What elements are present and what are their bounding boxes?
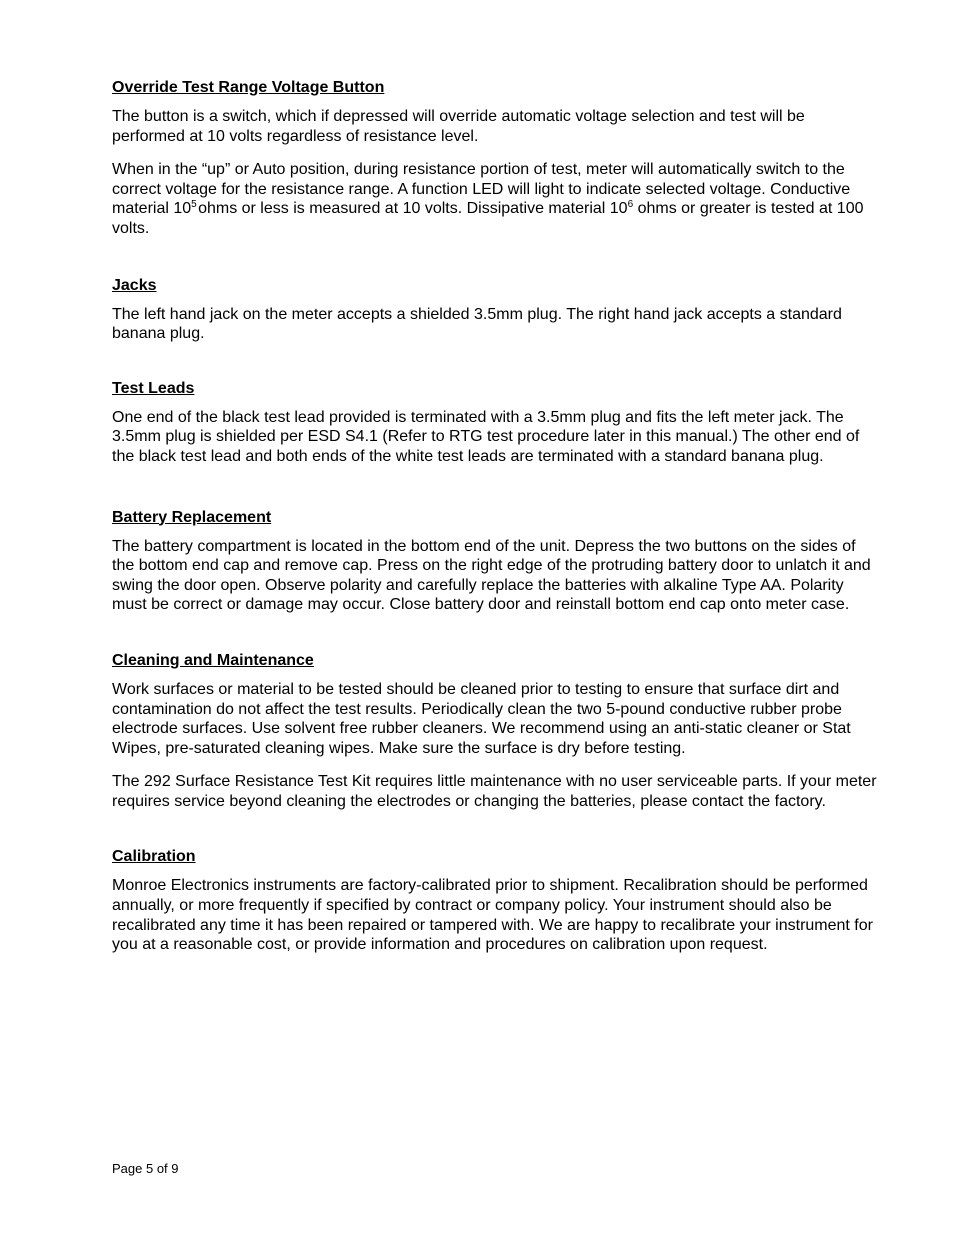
paragraph-test-leads: One end of the black test lead provided is terminated with a 3.5mm plug and fits the left meter jack. The 3.5mm plug is shielded per ESD S4.1 (Refer to RTG test procedure later in this manual.) The other end of the black test lead and both ends of the white test leads are terminated with a standard banana plug.: [112, 408, 860, 465]
page-number: Page 5 of 9: [112, 1161, 179, 1176]
paragraph-override-button: The button is a switch, which if depressed will override automatic voltage selection and test will be performed at 10 volts regardless of resistance level.: [112, 108, 805, 145]
heading-override-test-range: Override Test Range Voltage Button: [112, 79, 385, 96]
paragraph-jacks: The left hand jack on the meter accepts a shielded 3.5mm plug. The right hand jack accepts a standard banana plug.: [112, 305, 842, 343]
heading-battery-replacement: Battery Replacement: [112, 508, 272, 526]
exponent-6: 6: [627, 199, 634, 211]
paragraph-cleaning: Work surfaces or material to be tested should be cleaned prior to testing to ensure that surface dirt and contamination do not affect the test results. Periodically clean the two 5-pound conductive rubber probe electrode surfaces. Use solvent free rubber cleaners. We recommend using an anti-static cleaner or Stat Wipes, pre-saturated cleaning wipes. Make sure the surface is dry before testing.: [112, 680, 851, 757]
paragraph-calibration: Monroe Electronics instruments are factory-calibrated prior to shipment. Recalibration should be performed annually, or more frequently if specified by contract or company policy. Your instrument should also be recalibrated any time it has been repaired or tampered with. We are happy to recalibrate your instrument for you at a reasonable cost, or provide information and procedures on calibration upon request.: [112, 877, 873, 954]
paragraph-auto-position: [112, 160, 882, 238]
paragraph-auto-position-part3: ohms or greater is tested at 100 volts.: [112, 200, 864, 237]
paragraph-maintenance: The 292 Surface Resistance Test Kit requires little maintenance with no user serviceable parts. If your meter requires service beyond cleaning the electrodes or changing the batteries, please contact the factory.: [112, 773, 877, 810]
document-page: [112, 78, 882, 955]
paragraph-auto-position-part2: ohms or less is measured at 10 volts. Dissipative material 10: [198, 200, 628, 218]
heading-calibration: Calibration: [112, 848, 196, 866]
exponent-5: 5: [191, 199, 197, 211]
heading-test-leads: Test Leads: [112, 379, 195, 397]
heading-jacks: Jacks: [112, 276, 157, 294]
paragraph-battery-replacement: The battery compartment is located in the bottom end of the unit. Depress the two buttons on the sides of the bottom end cap and remove cap. Press on the right edge of the protruding battery door to unlatch it and swing the door open. Observe polarity and carefully replace the batteries with alkaline Type AA. Polarity must be correct or damage may occur. Close battery door and reinstall bottom end cap onto meter case.: [112, 537, 871, 614]
heading-cleaning-maintenance: Cleaning and Maintenance: [112, 651, 314, 669]
paragraph-auto-position-part1: When in the “up” or Auto position, during resistance portion of test, meter will automatically switch to the correct voltage for the resistance range. A function LED will light to indicate selected voltage. Conductive material 10: [112, 161, 851, 218]
